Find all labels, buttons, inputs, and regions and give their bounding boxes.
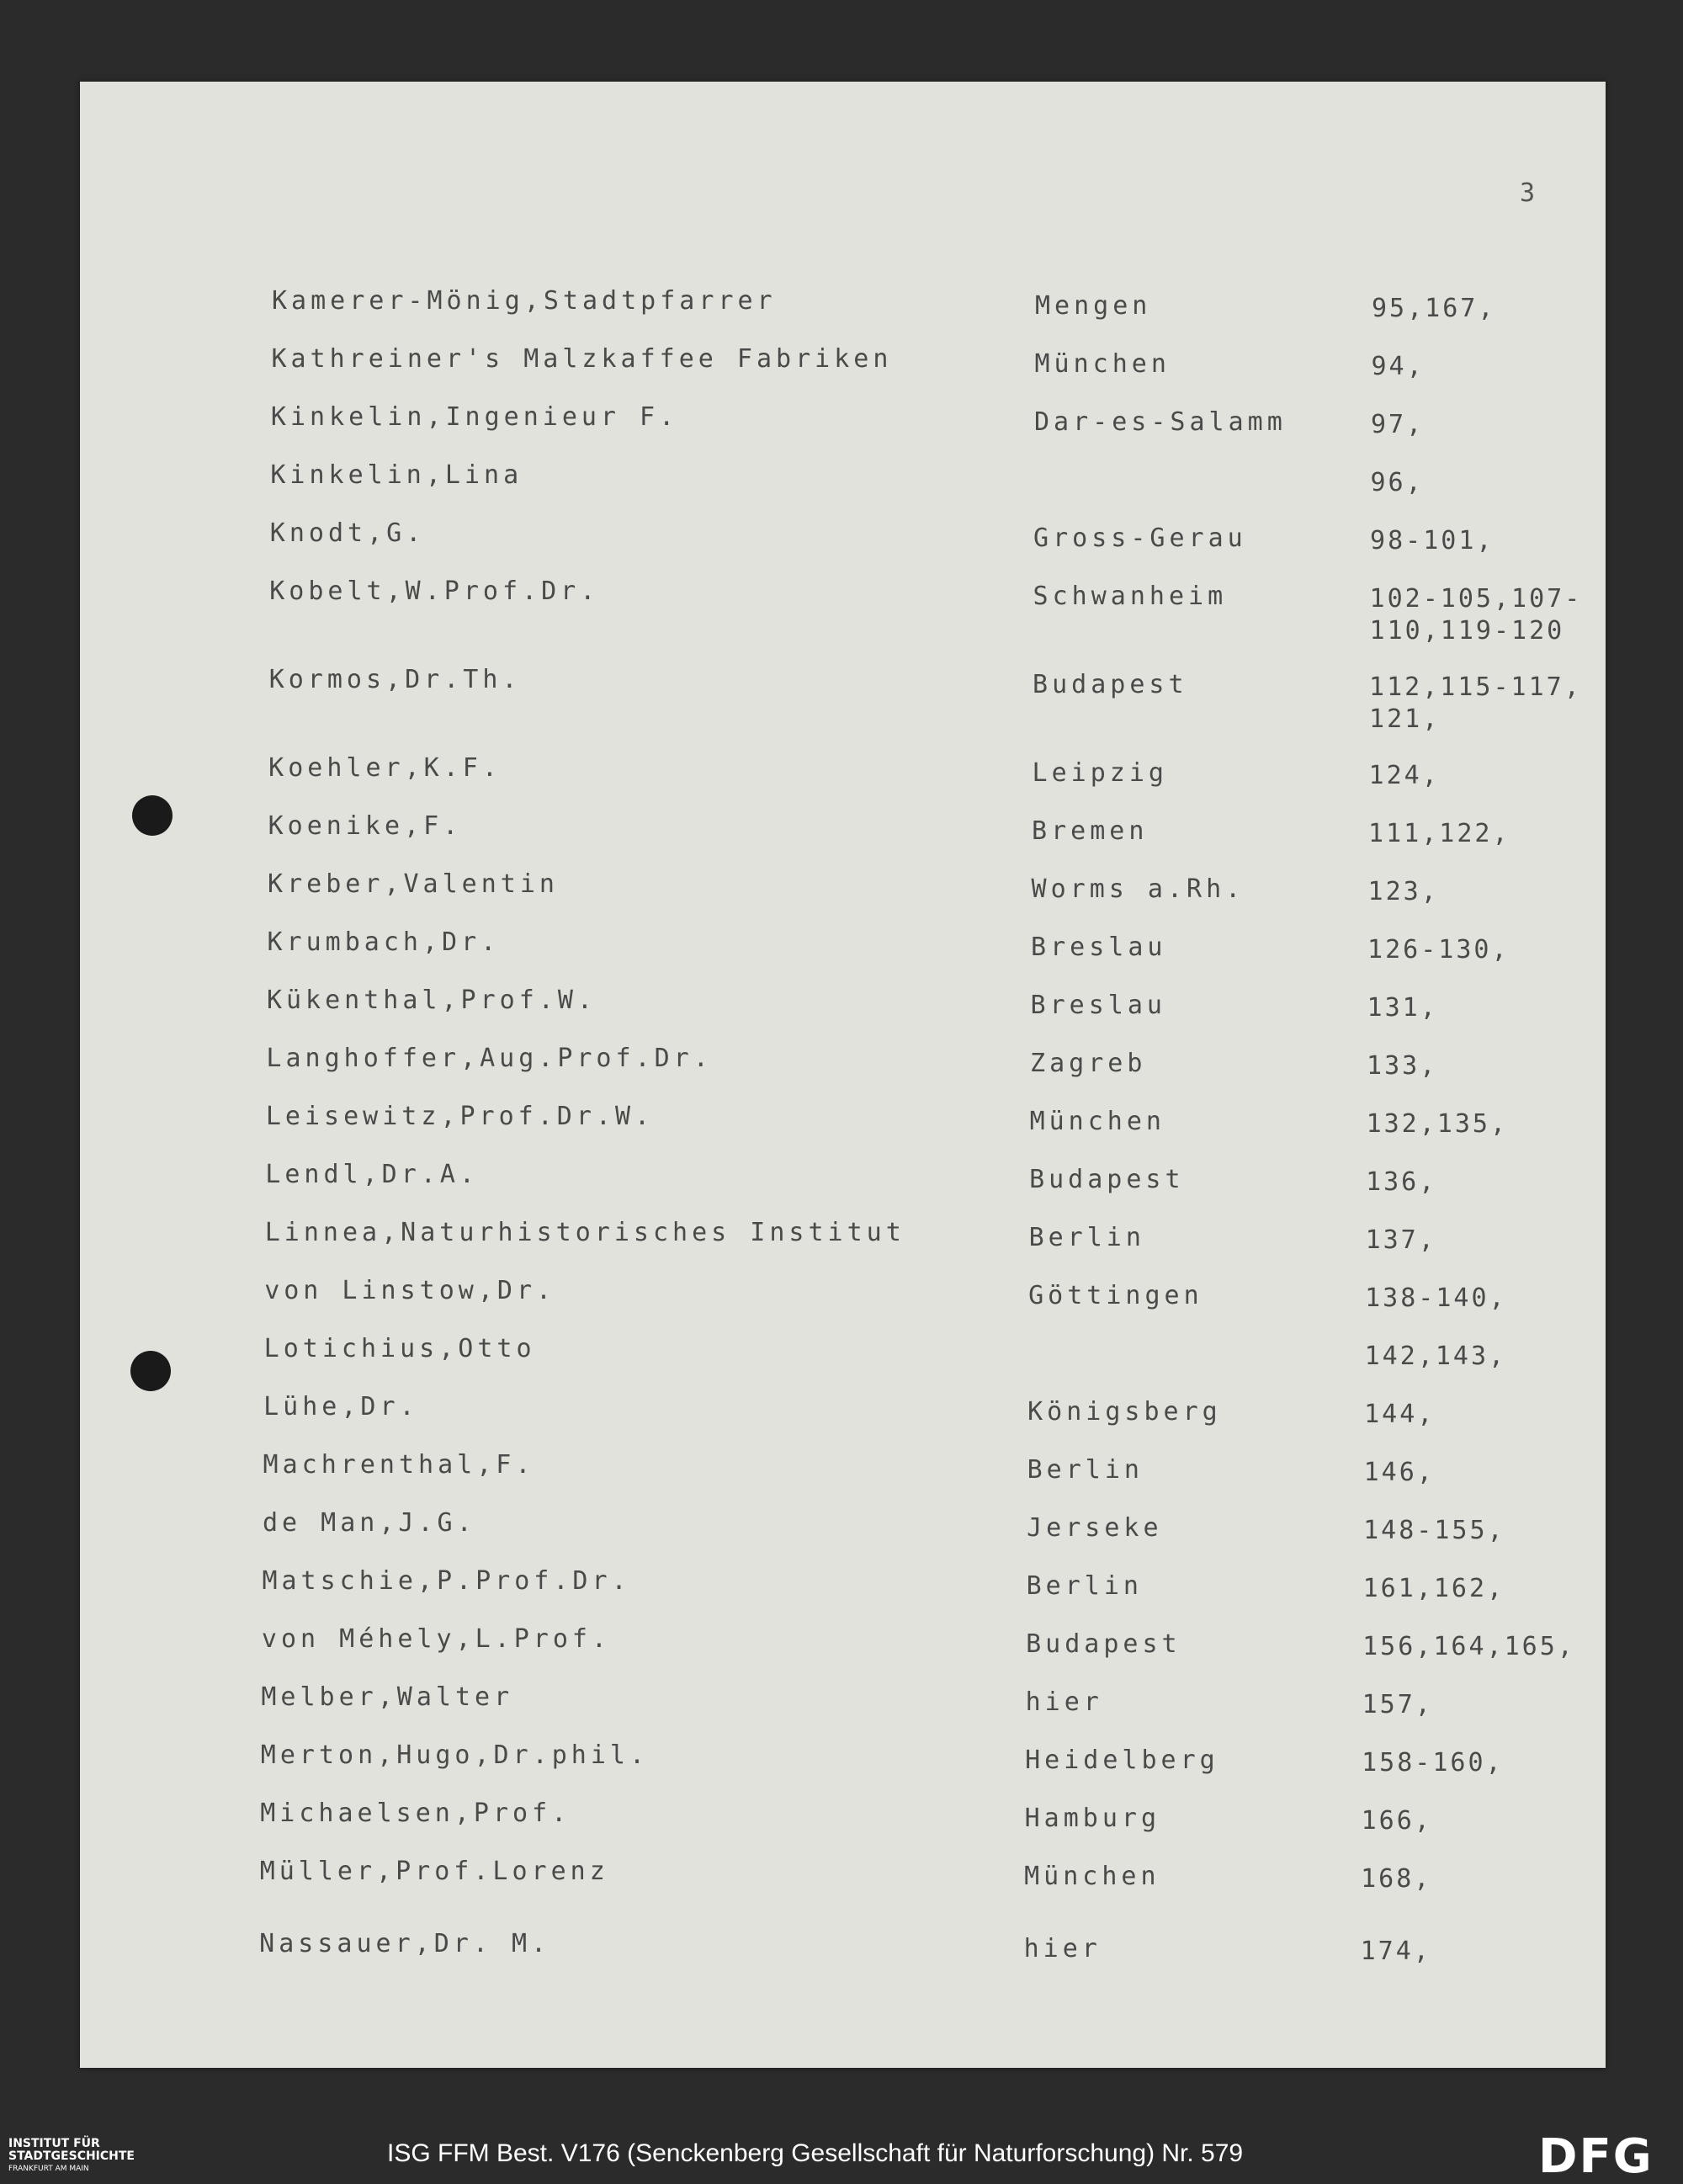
entry-place: Breslau — [1030, 991, 1166, 1020]
entry-name: Linnea,Naturhistorisches Institut — [264, 1218, 905, 1247]
entry-name: Müller,Prof.Lorenz — [259, 1857, 609, 1886]
entry-refs: 161,162, — [1362, 1574, 1505, 1603]
entry-place: München — [1029, 1107, 1165, 1136]
entry-refs: 174, — [1360, 1937, 1431, 1966]
entry-place: Gross-Gerau — [1033, 523, 1247, 553]
entry-name: Koehler,K.F. — [268, 753, 502, 783]
entry-refs: 94, — [1371, 352, 1425, 381]
entry-refs: 156,164,165, — [1362, 1632, 1575, 1661]
entry-refs: 131, — [1367, 993, 1438, 1023]
entry-name: Lühe,Dr. — [263, 1392, 419, 1421]
entry-name: Koenike,F. — [268, 811, 463, 841]
entry-name: Lotichius,Otto — [263, 1334, 536, 1363]
entry-place: München — [1024, 1862, 1160, 1891]
entry-refs: 112,115-117, 121, — [1369, 672, 1582, 734]
entry-name: Merton,Hugo,Dr.phil. — [260, 1740, 650, 1770]
entry-refs: 123, — [1367, 877, 1439, 906]
institute-logo: INSTITUT FÜR STADTGESCHICHTE FRANKFURT AM MAIN — [8, 2137, 135, 2173]
entry-refs: 132,135, — [1366, 1109, 1509, 1139]
entry-name: Knodt,G. — [269, 518, 426, 548]
entry-name: Kormos,Dr.Th. — [268, 665, 522, 694]
entry-place: Mengen — [1035, 291, 1152, 321]
entry-name: Michaelsen,Prof. — [260, 1799, 571, 1828]
entry-refs: 137, — [1365, 1225, 1436, 1255]
page-number: 3 — [1520, 178, 1537, 208]
archive-caption: ISG FFM Best. V176 (Senckenberg Gesellschaft für Naturforschung) Nr. 579 — [387, 2139, 1244, 2167]
entry-name: Lendl,Dr.A. — [265, 1160, 479, 1189]
entry-name: Matschie,P.Prof.Dr. — [262, 1566, 631, 1596]
entry-refs: 144, — [1364, 1400, 1436, 1429]
entry-name: Kamerer-Mönig,Stadtpfarrer — [272, 286, 777, 316]
entry-refs: 158-160, — [1362, 1748, 1504, 1777]
entry-refs: 111,122, — [1368, 819, 1510, 848]
entry-refs: 148-155, — [1363, 1516, 1505, 1545]
entry-name: Kükenthal,Prof.W. — [266, 986, 597, 1015]
entry-refs: 96, — [1370, 468, 1424, 497]
entry-place: Budapest — [1033, 670, 1188, 699]
entry-place: hier — [1025, 1687, 1103, 1717]
entry-refs: 142,143, — [1364, 1342, 1507, 1371]
entry-place: Hamburg — [1024, 1804, 1161, 1833]
entry-name: Machrenthal,F. — [263, 1450, 535, 1480]
entry-name: Kinkelin,Lina — [270, 460, 523, 490]
entry-place: Budapest — [1029, 1165, 1185, 1194]
entry-place: Berlin — [1027, 1455, 1144, 1485]
entry-place: Leipzig — [1032, 758, 1168, 788]
entry-place: München — [1034, 349, 1171, 379]
entry-name: Kinkelin,Ingenieur F. — [270, 402, 679, 432]
entry-name: Kreber,Valentin — [268, 869, 559, 899]
entry-refs: 102-105,107- 110,119-120 — [1369, 584, 1583, 646]
entry-place: Berlin — [1028, 1223, 1145, 1252]
entry-place: Berlin — [1026, 1571, 1143, 1601]
entry-refs: 138-140, — [1365, 1283, 1507, 1313]
entry-place: Jerseke — [1027, 1513, 1163, 1543]
entry-place: Worms a.Rh. — [1031, 874, 1245, 904]
entry-place: Budapest — [1026, 1629, 1181, 1659]
entry-place: Breslau — [1031, 933, 1167, 962]
entry-refs: 168, — [1361, 1864, 1432, 1894]
entry-refs: 146, — [1363, 1458, 1435, 1487]
entry-name: von Linstow,Dr. — [264, 1276, 556, 1305]
entry-refs: 157, — [1362, 1690, 1433, 1719]
archive-footer — [0, 2123, 1683, 2184]
entry-name: Krumbach,Dr. — [267, 927, 501, 957]
entry-place: Zagreb — [1030, 1049, 1147, 1078]
entry-name: Leisewitz,Prof.Dr.W. — [265, 1102, 655, 1131]
entry-refs: 133, — [1367, 1051, 1438, 1081]
entry-name: Langhoffer,Aug.Prof.Dr. — [266, 1044, 713, 1073]
entry-refs: 95,167, — [1372, 294, 1496, 323]
entry-name: Nassauer,Dr. M. — [259, 1929, 551, 1958]
entry-place: Dar-es-Salamm — [1034, 407, 1287, 437]
entry-name: Kobelt,W.Prof.Dr. — [269, 577, 600, 606]
entry-refs: 126-130, — [1367, 935, 1510, 964]
dfg-logo: DFG — [1538, 2129, 1654, 2184]
entry-place: Heidelberg — [1025, 1746, 1219, 1775]
entry-place: Königsberg — [1027, 1397, 1222, 1427]
punch-hole — [132, 795, 173, 836]
entry-refs: 98-101, — [1370, 526, 1495, 555]
entry-place: Bremen — [1032, 816, 1149, 846]
entry-name: de Man,J.G. — [263, 1508, 476, 1538]
entry-name: Kathreiner's Malzkaffee Fabriken — [271, 344, 893, 374]
entry-refs: 124, — [1368, 761, 1440, 790]
entry-name: Melber,Walter — [261, 1682, 514, 1712]
entry-refs: 97, — [1371, 410, 1425, 439]
entry-refs: 136, — [1366, 1167, 1437, 1197]
entry-name: von Méhely,L.Prof. — [261, 1624, 611, 1654]
entry-place: Göttingen — [1028, 1281, 1203, 1310]
entry-refs: 166, — [1361, 1806, 1432, 1836]
punch-hole — [130, 1351, 171, 1391]
entry-place: hier — [1023, 1934, 1102, 1963]
entry-place: Schwanheim — [1033, 582, 1228, 611]
